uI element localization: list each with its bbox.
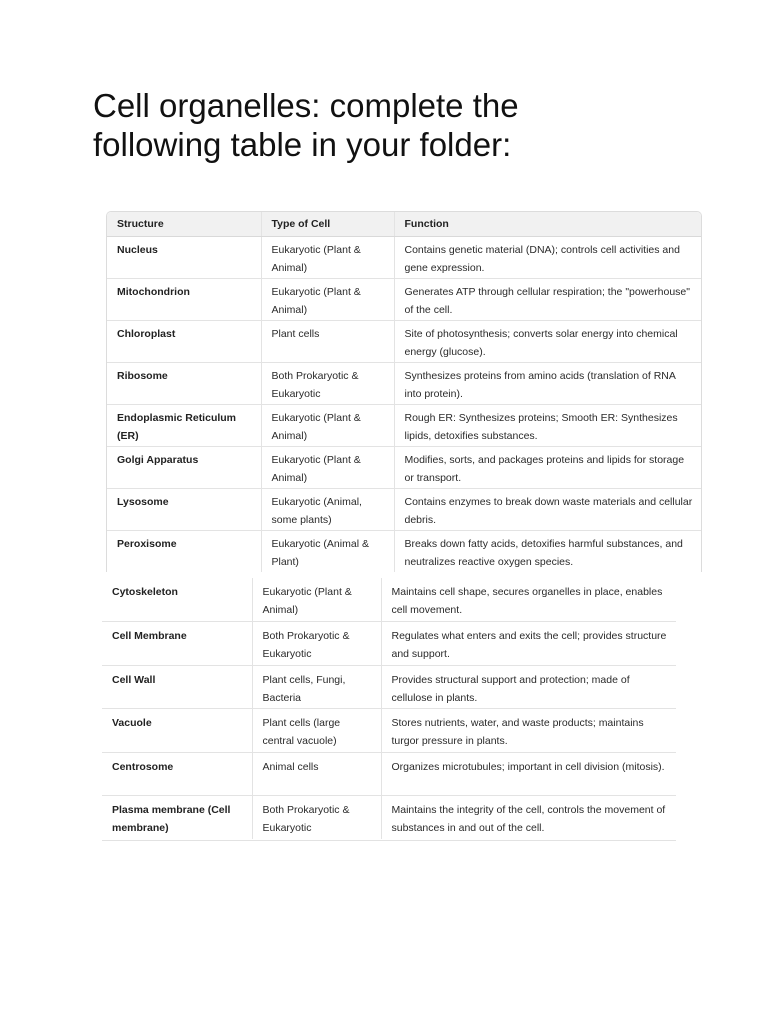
structure-cell: Plasma membrane (Cell membrane) bbox=[112, 804, 231, 834]
type-of-cell-cell: Both Prokaryotic & Eukaryotic bbox=[252, 622, 381, 666]
type-of-cell-cell: Eukaryotic (Plant & Animal) bbox=[261, 279, 394, 321]
table-row bbox=[107, 363, 701, 405]
function-cell: Modifies, sorts, and packages proteins and lipids for storage or transport. bbox=[394, 447, 701, 489]
organelle-table-part-1 bbox=[107, 212, 701, 572]
structure-cell: Peroxisome bbox=[107, 531, 261, 573]
organelle-table-image-2 bbox=[102, 578, 676, 841]
function-cell: Maintains the integrity of the cell, controls the movement of substances in and out of the cell. bbox=[381, 796, 676, 840]
table-row bbox=[102, 796, 676, 840]
table-row bbox=[107, 279, 701, 321]
structure-cell: Ribosome bbox=[107, 363, 261, 405]
structure-cell: Mitochondrion bbox=[107, 279, 261, 321]
table-row bbox=[107, 447, 701, 489]
table-row bbox=[107, 531, 701, 573]
table-row bbox=[107, 321, 701, 363]
table-row bbox=[107, 489, 701, 531]
function-cell: Contains genetic material (DNA); controls cell activities and gene expression. bbox=[394, 237, 701, 279]
page-title bbox=[93, 86, 653, 164]
table-row bbox=[107, 405, 701, 447]
type-of-cell-cell: Plant cells (large central vacuole) bbox=[252, 709, 381, 753]
table-body-part-1 bbox=[107, 237, 701, 573]
header-structure: Structure bbox=[107, 212, 261, 237]
function-cell: Generates ATP through cellular respiration; the "powerhouse" of the cell. bbox=[394, 279, 701, 321]
type-of-cell-cell: Eukaryotic (Plant & Animal) bbox=[252, 578, 381, 622]
structure-cell: Cell Wall bbox=[102, 665, 252, 709]
function-cell: Maintains cell shape, secures organelles in place, enables cell movement. bbox=[381, 578, 676, 622]
function-cell: Rough ER: Synthesizes proteins; Smooth ER: Synthesizes lipids, detoxifies substances. bbox=[394, 405, 701, 447]
table-header-row bbox=[107, 212, 701, 237]
structure-cell: Cytoskeleton bbox=[102, 578, 252, 622]
structure-cell: Golgi Apparatus bbox=[107, 447, 261, 489]
structure-cell: Centrosome bbox=[102, 752, 252, 796]
organelle-table-part-2 bbox=[102, 578, 676, 839]
structure-cell: Vacuole bbox=[102, 709, 252, 753]
function-cell: Synthesizes proteins from amino acids (translation of RNA into protein). bbox=[394, 363, 701, 405]
structure-cell: Nucleus bbox=[107, 237, 261, 279]
table-row bbox=[102, 578, 676, 622]
type-of-cell-cell: Both Prokaryotic & Eukaryotic bbox=[261, 363, 394, 405]
table-row bbox=[107, 237, 701, 279]
type-of-cell-cell: Plant cells, Fungi, Bacteria bbox=[252, 665, 381, 709]
function-cell: Stores nutrients, water, and waste products; maintains turgor pressure in plants. bbox=[381, 709, 676, 753]
type-of-cell-cell: Eukaryotic (Plant & Animal) bbox=[261, 447, 394, 489]
table-row bbox=[102, 665, 676, 709]
organelle-table-image-1 bbox=[106, 211, 702, 572]
type-of-cell-cell: Animal cells bbox=[252, 752, 381, 796]
structure-cell: Chloroplast bbox=[107, 321, 261, 363]
structure-cell: Endoplasmic Reticulum (ER) bbox=[107, 405, 261, 447]
table-row bbox=[102, 752, 676, 796]
function-cell: Site of photosynthesis; converts solar energy into chemical energy (glucose). bbox=[394, 321, 701, 363]
type-of-cell-cell: Both Prokaryotic & Eukaryotic bbox=[252, 796, 381, 840]
title-line-1: Cell organelles: complete the bbox=[93, 87, 519, 124]
title-line-2: following table in your folder: bbox=[93, 126, 512, 163]
type-of-cell-cell: Plant cells bbox=[261, 321, 394, 363]
table-row bbox=[102, 622, 676, 666]
function-cell: Regulates what enters and exits the cell; provides structure and support. bbox=[381, 622, 676, 666]
function-cell: Contains enzymes to break down waste materials and cellular debris. bbox=[394, 489, 701, 531]
type-of-cell-cell: Eukaryotic (Animal & Plant) bbox=[261, 531, 394, 573]
type-of-cell-cell: Eukaryotic (Animal, some plants) bbox=[261, 489, 394, 531]
function-cell: Organizes microtubules; important in cell division (mitosis). bbox=[381, 752, 676, 796]
table-body-part-2 bbox=[102, 578, 676, 839]
type-of-cell-cell: Eukaryotic (Plant & Animal) bbox=[261, 405, 394, 447]
function-cell: Breaks down fatty acids, detoxifies harmful substances, and neutralizes reactive oxygen species. bbox=[394, 531, 701, 573]
table-row bbox=[102, 709, 676, 753]
header-type-of-cell: Type of Cell bbox=[261, 212, 394, 237]
structure-cell: Lysosome bbox=[107, 489, 261, 531]
header-function: Function bbox=[394, 212, 701, 237]
structure-cell: Cell Membrane bbox=[102, 622, 252, 666]
type-of-cell-cell: Eukaryotic (Plant & Animal) bbox=[261, 237, 394, 279]
function-cell: Provides structural support and protection; made of cellulose in plants. bbox=[381, 665, 676, 709]
